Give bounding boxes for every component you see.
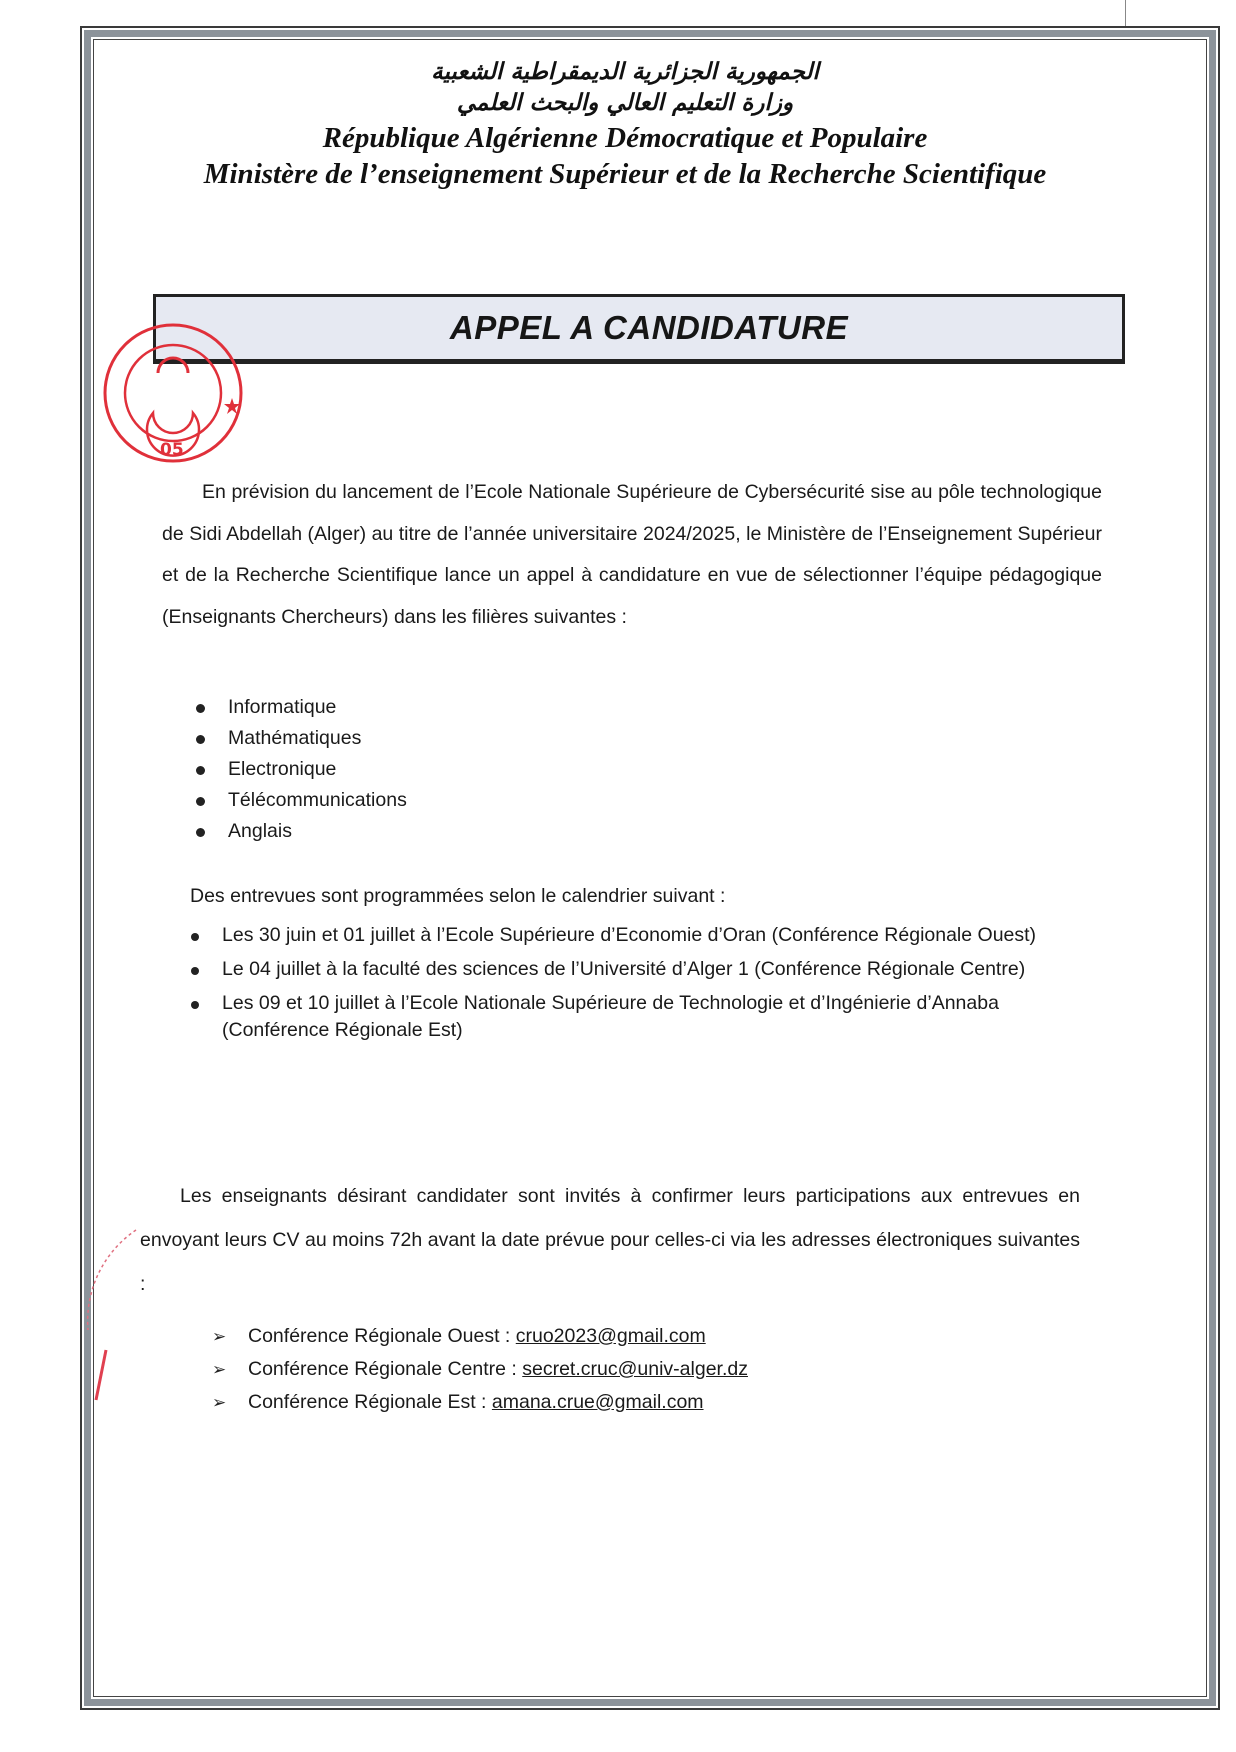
- email-link[interactable]: cruo2023@gmail.com: [515, 1325, 706, 1347]
- schedule-intro: Des entrevues sont programmées selon le calendrier suivant :: [190, 885, 726, 907]
- schedule-item: Le 04 juillet à la faculté des sciences de l’Université d’Alger 1 (Conférence Régionale Centre): [188, 956, 1088, 983]
- email-link[interactable]: secret.cruc@univ-alger.dz: [522, 1358, 748, 1380]
- email-link[interactable]: amana.crue@gmail.com: [491, 1391, 704, 1413]
- stamp-trace-arc: [88, 1230, 136, 1330]
- faint-stamp-trace: [78, 1210, 138, 1440]
- stamp-trace-stroke: [96, 1350, 106, 1400]
- arrowhead-bullet-icon: ➢: [212, 1360, 227, 1379]
- contacts-list: [212, 1320, 748, 1419]
- intro-paragraph-text: En prévision du lancement de l’Ecole Nationale Supérieure de Cybersécurité sise au pôle technologique de Sidi Abdellah (Alger) au titre de l’année universitaire 2024/2025, le Ministère de l’Enseignement Supérieur et de la Recherche Scientifique lance un appel à candidature en vue de sélectionner l’équipe pédagogique (Enseignants Chercheurs) dans les filières suivantes :: [162, 481, 1102, 628]
- schedule-list: [188, 922, 1088, 1051]
- schedule-item: Les 09 et 10 juillet à l’Ecole Nationale Supérieure de Technologie et d’Ingénierie d’Annaba (Conférence Régionale Est): [188, 990, 1088, 1044]
- field-item: Anglais: [190, 816, 407, 847]
- stamp-sun-icon: [158, 358, 188, 373]
- french-ministry-name: Ministère de l’enseignement Supérieur et de la Recherche Scientifique: [203, 158, 1047, 190]
- contact-label: Conférence Régionale Est :: [248, 1391, 492, 1413]
- closing-paragraph-text: Les enseignants désirant candidater sont invités à confirmer leurs participations aux entrevues en envoyant leurs CV au moins 72h avant la date prévue pour celles-ci via les adresses électroniques suivantes :: [140, 1185, 1080, 1295]
- title-box: [153, 294, 1125, 364]
- contact-item-centre: [212, 1353, 748, 1386]
- fields-list: [190, 692, 407, 847]
- arabic-ministry-name: وزارة التعليم العالي والبحث العلمي: [456, 89, 794, 116]
- arabic-republic-name: الجمهورية الجزائرية الديمقراطية الشعبية: [431, 58, 819, 85]
- contact-item-ouest: [212, 1320, 748, 1353]
- closing-paragraph: [140, 1174, 1080, 1306]
- arrowhead-bullet-icon: ➢: [212, 1327, 227, 1346]
- field-item: Mathématiques: [190, 723, 407, 754]
- contact-label: Conférence Régionale Centre :: [248, 1358, 523, 1380]
- arrowhead-bullet-icon: ➢: [212, 1393, 227, 1412]
- field-item: Electronique: [190, 754, 407, 785]
- document-header: [150, 56, 1100, 192]
- french-republic-name: République Algérienne Démocratique et Populaire: [322, 122, 928, 154]
- contact-label: Conférence Régionale Ouest :: [248, 1325, 516, 1347]
- intro-paragraph: [162, 472, 1102, 638]
- field-item: Télécommunications: [190, 785, 407, 816]
- document-title: APPEL A CANDIDATURE: [449, 309, 849, 346]
- contact-item-est: [212, 1386, 748, 1419]
- schedule-item: Les 30 juin et 01 juillet à l’Ecole Supérieure d’Economie d’Oran (Conférence Régionale Ouest): [188, 922, 1088, 949]
- stamp-number: 05: [160, 440, 184, 460]
- field-item: Informatique: [190, 692, 407, 723]
